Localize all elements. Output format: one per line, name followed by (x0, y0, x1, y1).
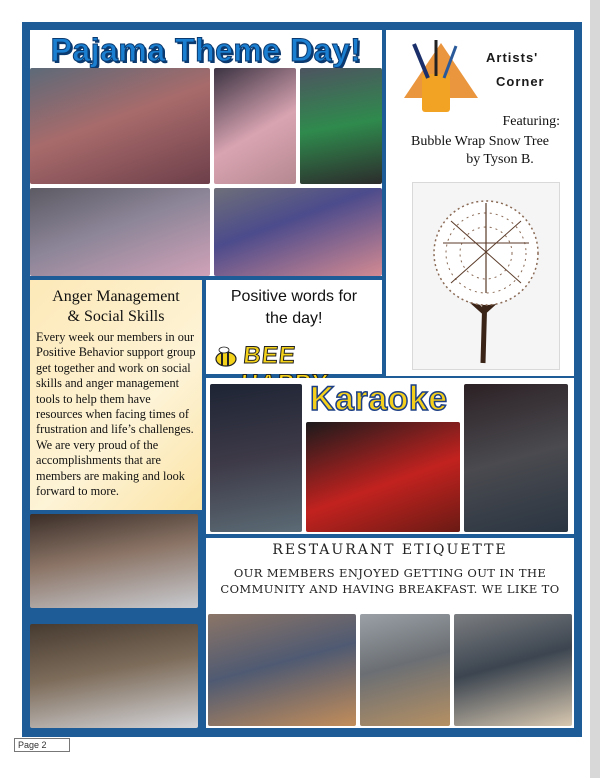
pajama-photo-group-2 (30, 188, 210, 276)
karaoke-photo-3 (464, 384, 568, 532)
pajama-photo-group-3 (214, 188, 382, 276)
restaurant-body-1: OUR MEMBERS ENJOYED GETTING OUT IN THE (233, 566, 547, 580)
newsletter-frame (22, 22, 582, 737)
karaoke-photo-2 (306, 422, 460, 532)
restaurant-photo-3 (454, 614, 572, 726)
restaurant-photo-2 (360, 614, 450, 726)
restaurant-etiquette-panel (206, 538, 574, 728)
pajama-photo-group (30, 68, 210, 184)
anger-management-panel (30, 280, 202, 510)
artists-corner-panel (386, 30, 574, 376)
restaurant-photo-1 (208, 614, 356, 726)
artists-corner-title-2: Corner (496, 74, 545, 89)
page-edge-shadow (590, 0, 600, 778)
karaoke-panel (206, 378, 574, 534)
positive-words-title-1: Positive words for (230, 288, 358, 305)
restaurant-body-2: COMMUNITY AND HAVING BREAKFAST. WE LIKE TO (220, 582, 560, 596)
positive-words-panel (206, 280, 382, 374)
anger-body-text: Every week our members in our Positive Behavior support group get together and work on social skills and anger management tools to help them have resources when facing times of frustration and life’s challenges. We are very proud of the accomplishments that are members are making and look forward to more. (36, 330, 196, 499)
anger-title-1: Anger Management (52, 288, 180, 305)
page-number: Page 2 (14, 738, 70, 752)
bee-icon (212, 346, 240, 368)
artists-corner-title-1: Artists' (486, 50, 539, 65)
anger-title-2: & Social Skills (67, 308, 165, 325)
artists-corner-logo (396, 38, 486, 120)
pajama-title: Pajama Theme Day! (50, 32, 362, 68)
pajama-photo-pink-robe (214, 68, 296, 184)
social-skills-photo-2 (30, 624, 198, 728)
karaoke-title: Karaoke (310, 380, 448, 418)
social-skills-photo-1 (30, 514, 198, 608)
snow-tree-icon (413, 183, 559, 369)
snow-tree-artwork (412, 182, 560, 370)
bee-happy-graphic: BEE (242, 342, 298, 369)
pajama-photo-green-onesie (300, 68, 382, 184)
featuring-label: Featuring: (502, 114, 560, 129)
pajama-panel (30, 30, 382, 276)
artwork-title: Bubble Wrap Snow Tree (410, 134, 549, 149)
karaoke-photo-1 (210, 384, 302, 532)
artist-name: by Tyson B. (466, 152, 534, 167)
positive-words-title-2: the day! (265, 310, 323, 327)
restaurant-title: RESTAURANT ETIQUETTE (272, 542, 508, 558)
